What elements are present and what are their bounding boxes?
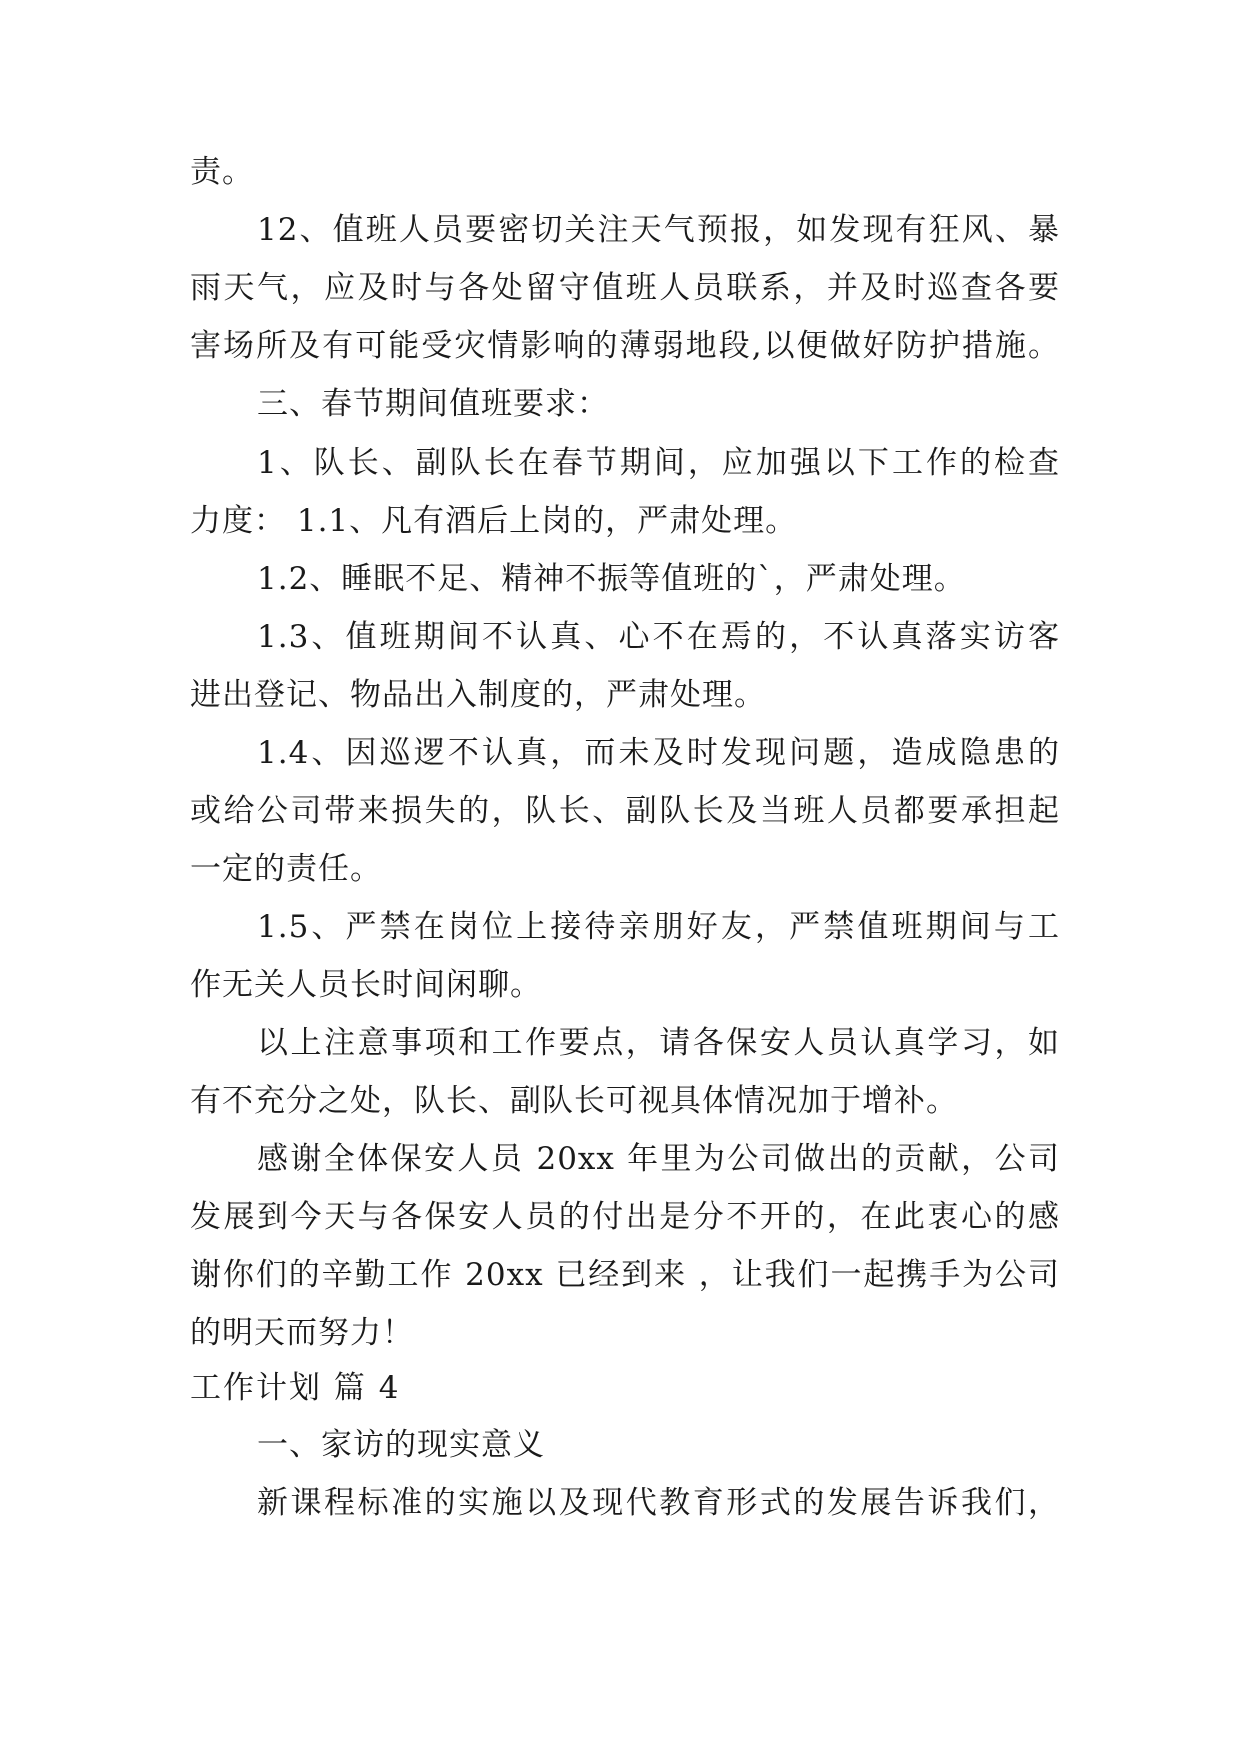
text-line-20: 谢你们的辛勤工作 20xx 已经到来 ，让我们一起携手为公司 bbox=[190, 1257, 1060, 1293]
text-line-9: 1.3、值班期间不认真、心不在焉的，不认真落实访客 bbox=[257, 619, 1060, 655]
text-line-1: 责。 bbox=[190, 154, 254, 190]
text-line-21: 的明天而努力！ bbox=[190, 1315, 414, 1351]
text-line-2: 12、值班人员要密切关注天气预报，如发现有狂风、暴 bbox=[257, 212, 1060, 248]
text-line-4: 害场所及有可能受灾情影响的薄弱地段,以便做好防护措施。 bbox=[190, 328, 1060, 364]
text-line-16: 以上注意事项和工作要点，请各保安人员认真学习，如 bbox=[257, 1025, 1060, 1061]
text-line-5: 三、春节期间值班要求： bbox=[257, 386, 609, 422]
text-line-3: 雨天气，应及时与各处留守值班人员联系，并及时巡查各要 bbox=[190, 270, 1060, 306]
section-heading: 工作计划 篇 4 bbox=[190, 1370, 401, 1406]
text-line-17: 有不充分之处，队长、副队长可视具体情况加于增补。 bbox=[190, 1083, 958, 1119]
text-line-19: 发展到今天与各保安人员的付出是分不开的，在此衷心的感 bbox=[190, 1199, 1060, 1235]
text-line-6: 1、队长、副队长在春节期间，应加强以下工作的检查 bbox=[257, 445, 1060, 481]
text-line-23: 一、家访的现实意义 bbox=[257, 1427, 545, 1463]
text-line-24: 新课程标准的实施以及现代教育形式的发展告诉我们， bbox=[257, 1485, 1060, 1521]
text-line-10: 进出登记、物品出入制度的，严肃处理。 bbox=[190, 677, 766, 713]
text-line-11: 1.4、因巡逻不认真，而未及时发现问题，造成隐患的 bbox=[257, 735, 1060, 771]
text-line-13: 一定的责任。 bbox=[190, 851, 382, 887]
text-line-12: 或给公司带来损失的，队长、副队长及当班人员都要承担起 bbox=[190, 793, 1060, 829]
text-line-18: 感谢全体保安人员 20xx 年里为公司做出的贡献，公司 bbox=[257, 1141, 1060, 1177]
text-line-8: 1.2、睡眠不足、精神不振等值班的`，严肃处理。 bbox=[257, 561, 966, 597]
text-line-14: 1.5、严禁在岗位上接待亲朋好友，严禁值班期间与工 bbox=[257, 909, 1060, 945]
text-line-15: 作无关人员长时间闲聊。 bbox=[190, 967, 542, 1003]
text-line-7: 力度： 1.1、凡有酒后上岗的，严肃处理。 bbox=[190, 503, 798, 539]
